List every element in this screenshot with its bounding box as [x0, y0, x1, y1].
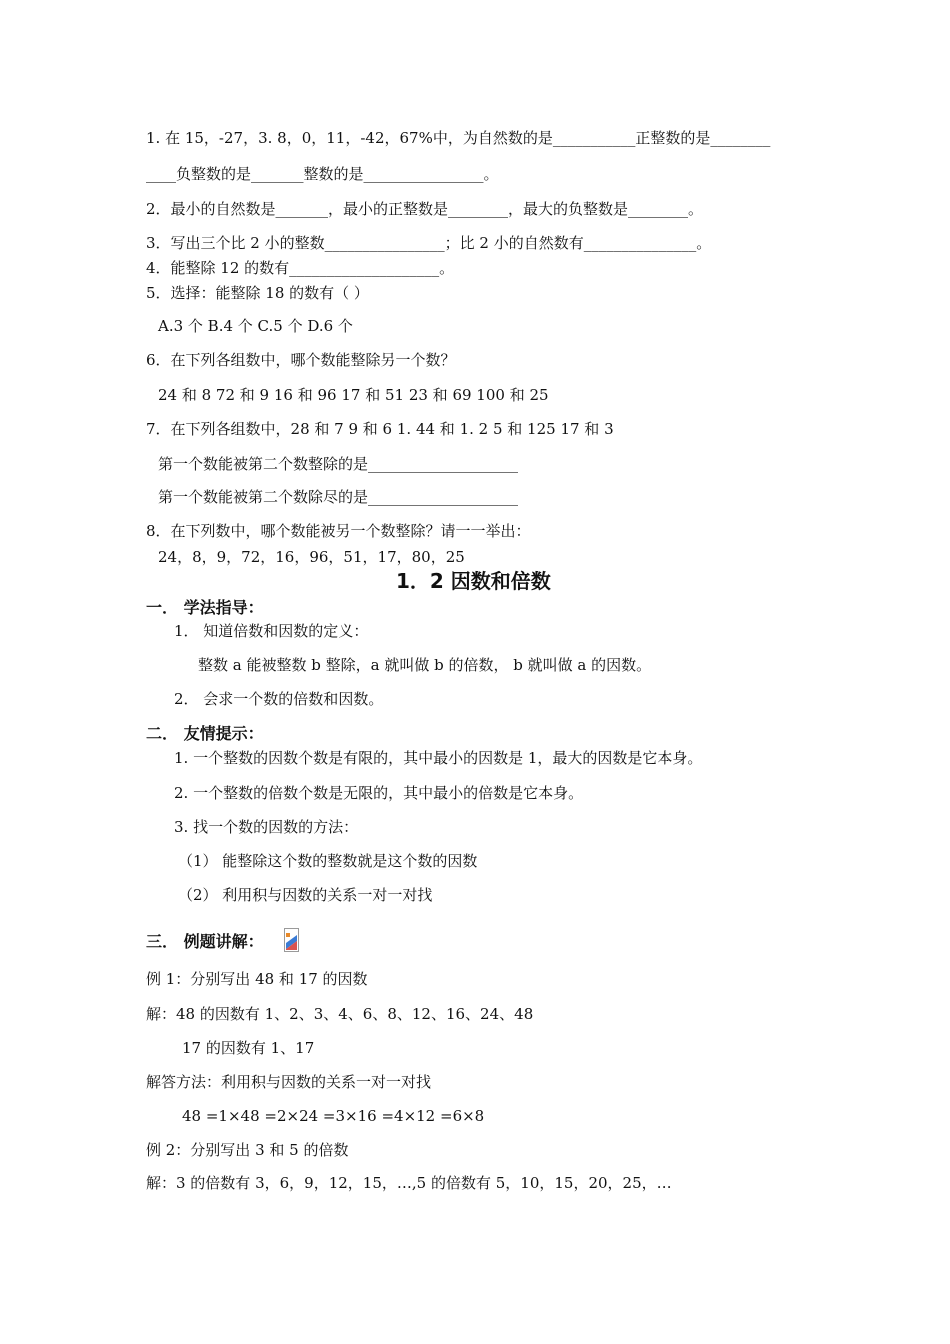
example-1-factor-pairs: 48 =1×48 =2×24 =3×16 =4×12 =6×8	[182, 1107, 485, 1125]
heading-examples: 三． 例题讲解：	[146, 932, 264, 951]
tip-2: 2. 一个整数的倍数个数是无限的，其中最小的倍数是它本身。	[174, 784, 584, 802]
tip-3: 3. 找一个数的因数的方法：	[174, 818, 359, 836]
heading-tips: 二． 友情提示：	[146, 724, 264, 743]
example-1-method: 解答方法：利用积与因数的关系一对一对找	[146, 1073, 432, 1091]
question-5: 5．选择：能整除 18 的数有（ ）	[146, 284, 369, 302]
question-5-options: A.3 个 B.4 个 C.5 个 D.6 个	[158, 317, 353, 335]
question-4: 4．能整除 12 的数有____________________。	[146, 259, 455, 277]
definition-text: 整数 a 能被整数 b 整除，a 就叫做 b 的倍数， b 就叫做 a 的因数。	[198, 656, 652, 674]
guide-item-2: 2． 会求一个数的倍数和因数。	[174, 690, 384, 708]
example-1-question: 例 1：分别写出 48 和 17 的因数	[146, 970, 368, 988]
question-7-blank-2: 第一个数能被第二个数除尽的是____________________	[158, 488, 519, 506]
question-6: 6．在下列各组数中，哪个数能整除另一个数？	[146, 351, 456, 369]
question-6-pairs: 24 和 8 72 和 9 16 和 96 17 和 51 23 和 69 100 和 25	[158, 386, 549, 404]
example-1-answer-17: 17 的因数有 1、17	[182, 1039, 315, 1057]
question-8-numbers: 24，8，9，72，16，96，51，17，80，25	[158, 548, 465, 566]
guide-item-1: 1． 知道倍数和因数的定义：	[174, 622, 369, 640]
question-8: 8．在下列数中，哪个数能被另一个数整除？请一一举出：	[146, 522, 531, 540]
question-1-line-2: ____负整数的是_______整数的是________________。	[146, 165, 499, 183]
question-2: 2．最小的自然数是_______，最小的正整数是________，最大的负整数是________。	[146, 200, 704, 218]
question-7: 7．在下列各组数中，28 和 7 9 和 6 1. 44 和 1. 2 5 和 125 17 和 3	[146, 420, 614, 438]
example-2-question: 例 2：分别写出 3 和 5 的倍数	[146, 1141, 349, 1159]
inline-picture-icon	[284, 928, 299, 952]
example-1-answer-48: 解：48 的因数有 1、2、3、4、6、8、12、16、24、48	[146, 1005, 534, 1023]
tip-3-method-1: （1） 能整除这个数的整数就是这个数的因数	[178, 852, 478, 870]
question-3: 3．写出三个比 2 小的整数________________；比 2 小的自然数有_______________。	[146, 234, 712, 252]
picture-icon	[285, 929, 298, 951]
heading-study-guide: 一． 学法指导：	[146, 598, 264, 617]
example-2-answer: 解：3 的倍数有 3，6，9，12，15，…,5 的倍数有 5，10，15，20，25，…	[146, 1174, 672, 1192]
tip-3-method-2: （2） 利用积与因数的关系一对一对找	[178, 886, 433, 904]
question-7-blank-1: 第一个数能被第二个数整除的是____________________	[158, 455, 519, 473]
section-title: 1．2 因数和倍数	[396, 569, 551, 593]
question-1-line-1: 1. 在 15，-27，3. 8，0，11，-42，67%中，为自然数的是___________正整数的是________	[146, 129, 771, 147]
tip-1: 1. 一个整数的因数个数是有限的，其中最小的因数是 1，最大的因数是它本身。	[174, 749, 703, 767]
